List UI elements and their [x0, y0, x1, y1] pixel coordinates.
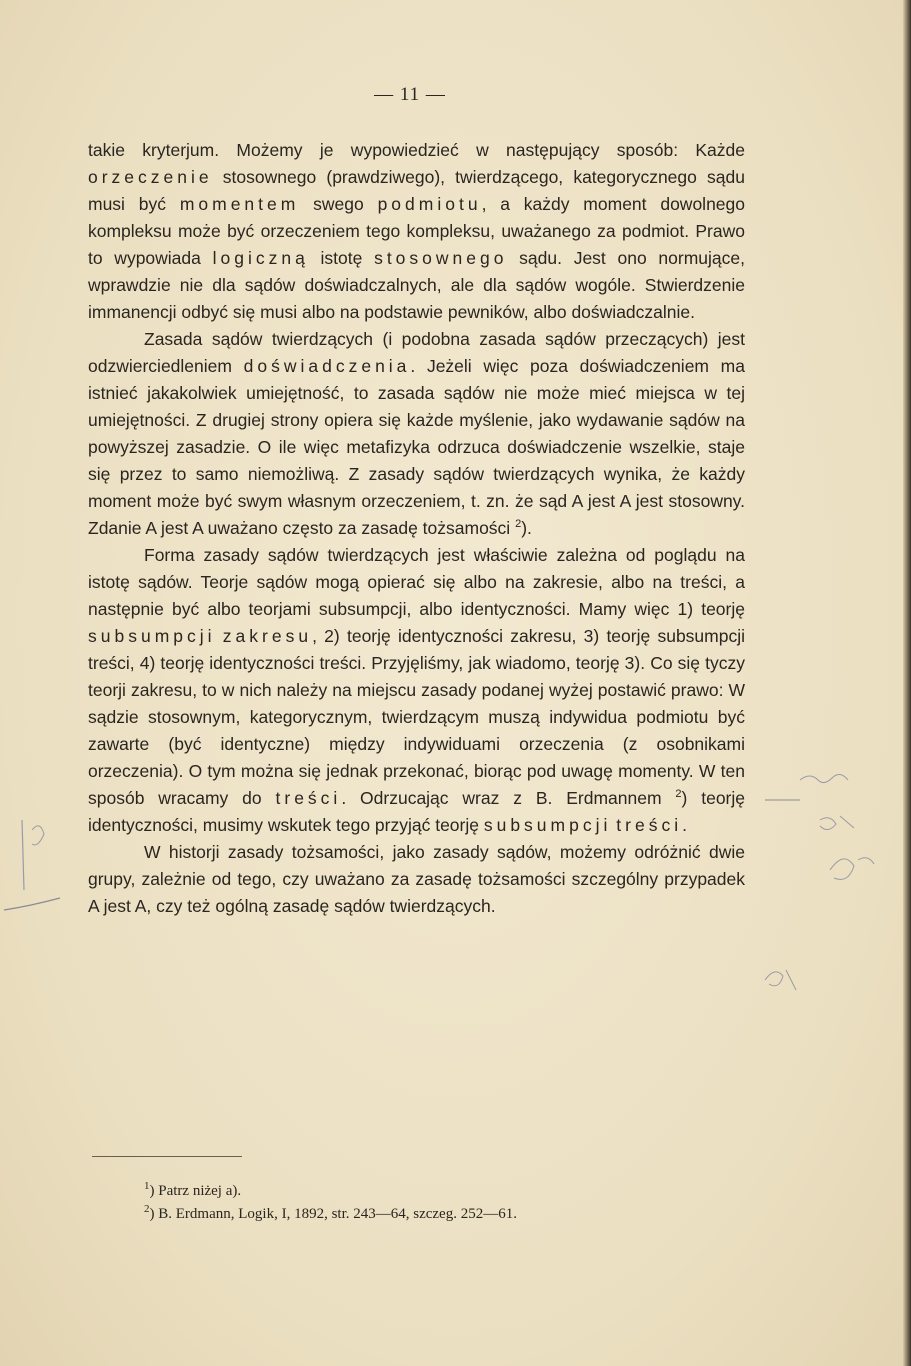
spaced-emphasis: treści — [275, 788, 342, 808]
text-run: ). — [521, 518, 532, 538]
text-run: ) teorję identyczności, musimy wskutek tego przyjąć teorję — [88, 788, 745, 835]
paragraph — [88, 137, 745, 326]
footnote-separator — [92, 1156, 242, 1157]
spaced-emphasis: treści — [616, 815, 683, 835]
spaced-emphasis: podmiotu — [377, 194, 482, 214]
footnote-mark: 2 — [144, 1203, 150, 1215]
text-run: sądu. Jest ono normujące, wprawdzie nie dla sądów doświadczalnych, ale dla sądów wogóle. Stwierdzenie immanencji odbyć się musi albo na podstawie pewników, albo doświadczalnie. — [88, 248, 745, 322]
text-run: . Odrzucając wraz z B. Erdmannem — [341, 788, 676, 808]
pencil-marginalia — [0, 760, 911, 1020]
text-run — [216, 626, 223, 646]
spaced-emphasis: doświadczenia — [243, 356, 411, 376]
text-run: swego — [299, 194, 378, 214]
spaced-emphasis: subsumpcji — [483, 815, 612, 835]
page-number: — 11 — — [374, 84, 446, 105]
spaced-emphasis: momentem — [179, 194, 300, 214]
footnote-mark: 1 — [144, 1180, 150, 1192]
spaced-emphasis: orzeczenie — [88, 167, 213, 187]
spaced-emphasis: subsumpcji — [88, 626, 216, 646]
spaced-emphasis: zakresu — [222, 626, 313, 646]
text-run: . — [682, 815, 687, 835]
spaced-emphasis: stosownego — [374, 248, 508, 268]
text-run: stosownego (prawdziwego), twierdzącego, kategorycznego sądu musi być — [88, 167, 745, 214]
text-run: Zasada sądów twierdzących (i podobna zasada sądów przeczących) jest odzwierciedleniem — [88, 329, 745, 376]
text-run: , a każdy moment dowolnego kompleksu może być orzeczeniem tego kompleksu, uważanego za podmiot. Prawo to wypowiada — [88, 194, 745, 268]
text-run: istotę — [308, 248, 375, 268]
paragraph — [88, 326, 745, 542]
footnote: $^1$) Patrz niżej a). — [144, 1180, 242, 1199]
footnote-text: B. Erdmann, Logik, I, 1892, str. 243—64, szczeg. 252—61. — [158, 1206, 517, 1222]
footnote-ref: 2 — [515, 518, 522, 531]
page-edge-shadow — [903, 0, 911, 1366]
text-run: , 2) teorję identyczności zakresu, 3) teorję subsumpcji treści, 4) teorję identyczności treści. Przyjęliśmy, jak wiadomo, teorję 3). Co się tyczy teorji zakresu, to w nich należy na miejscu zasady podanej wyżej postawić prawo: W sądzie stosownym, kategorycznym, twierdzącym muszą indywidua podmiotu być zawarte (być identyczne) między indywiduami orzeczenia (z osobnikami orzeczenia). O tym można się jednak przekonać, biorąc pod uwagę momenty. W ten sposób wracamy do — [88, 626, 745, 808]
footnotes — [144, 1180, 704, 1226]
footnote-ref: 2 — [675, 788, 682, 801]
text-run: . Jeżeli więc poza doświadczeniem ma istnieć jakakolwiek umiejętność, to zasada sądów nie może mieć miejsca w tej umiejętności. Z drugiej strony opiera się każde myślenie, jako wydawanie sądów na powyższej zasadzie. O ile więc metafizyka odrzuca doświadczenie wszelkie, staje się przez to samo niemożliwą. Z zasady sądów twierdzących wynika, że każdy moment może być swym własnym orzeczeniem, t. zn. że sąd A jest A jest stosowny. Zdanie A jest A uważano często za zasadę tożsamości — [88, 356, 745, 538]
text-run: takie kryterjum. Możemy je wypowiedzieć w następujący sposób: Każde — [88, 140, 745, 160]
spaced-emphasis: logiczną — [212, 248, 309, 268]
text-run: Forma zasady sądów twierdzących jest właściwie zależna od poglądu na istotę sądów. Teorje sądów mogą opierać się albo na zakresie, albo na treści, a następnie być albo teorjami subsumpcji, albo identyczności. Mamy więc 1) teorję — [88, 545, 745, 619]
footnote-text: Patrz niżej a). — [158, 1183, 242, 1199]
text-run: W historji zasady tożsamości, jako zasady sądów, możemy odróżnić dwie grupy, zależnie od tego, czy uważano za zasadę tożsamości szczególny przypadek A jest A, czy też ogólną zasadę sądów twierdzących. — [88, 842, 745, 916]
footnote: $^2$) B. Erdmann, Logik, I, 1892, str. 243—64, szczeg. 252—61. — [144, 1203, 517, 1222]
